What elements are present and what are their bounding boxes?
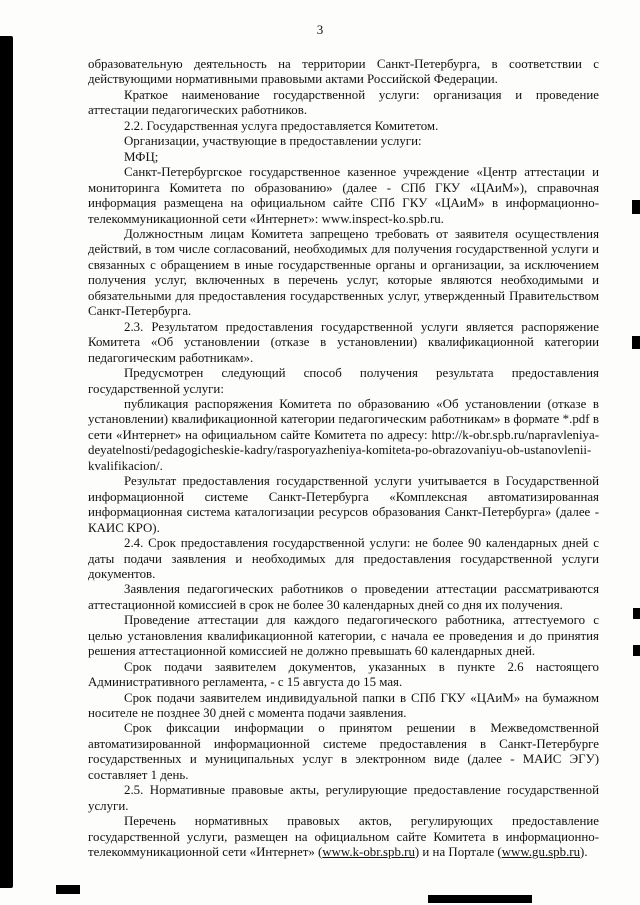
paragraph-caim: Санкт-Петербургское государственное казенное учреждение «Центр аттестации и мониторинга Комитета по образованию» (далее - СПб ГКУ «ЦАиМ»), справочная информация размещена на официальном сайте СПб ГКУ «ЦАиМ» в информационно-телекоммуникационной сети «Интернет»: www.inspect-ko.spb.ru. [88,165,599,226]
paragraph-2-3: 2.3. Результатом предоставления государственной услуги является распоряжение Комитета «Об установлении (отказе в установлении) квалификационной категории педагогическим работникам». [88,319,599,365]
paragraph-2-2: 2.2. Государственная услуга предоставляется Комитетом. [124,118,439,133]
page-number: 3 [316,22,324,37]
paragraph-short-name: Краткое наименование государственной услуги: организация и проведение аттестации педагогических работников. [88,87,599,118]
scan-artifact-right-4 [633,645,640,656]
paragraph-text: Перечень нормативных правовых актов, регулирующих предоставление государственной услуги, размещен на официальном сайте Комитета в информационно-телекоммуникационной сети «Интернет» ( [88,814,599,860]
link-gu-spb-ru[interactable]: www.gu.spb.ru [501,845,581,860]
paragraph-text: ) и на Портале ( [414,845,502,860]
scan-artifact-right-2 [632,336,640,349]
paragraph-mais-egu: Срок фиксации информации о принятом решении в Межведомственной автоматизированной информационной системе предоставления в Санкт-Петербурге государственных и муниципальных услуг в электронном виде (далее - МАИС ЭГУ) составляет 1 день. [88,721,599,782]
scan-artifact-left-bar [0,36,13,888]
paragraph-organizations: Организации, участвующие в предоставлении услуги: [124,134,422,149]
paragraph-text: ). [580,845,588,860]
document-body [88,57,599,861]
paragraph-attestation-60-days: Проведение аттестации для каждого педагогического работника, аттестуемого с целью установления квалификационной категории, с начала ее проведения и до принятия решения аттестационной комиссией не должно превышать 60 календарных дней. [88,613,599,659]
paragraph-individual-folder: Срок подачи заявителем индивидуальной папки в СПб ГКУ «ЦАиМ» на бумажном носителе не позднее 30 дней с момента подачи заявления. [88,690,599,721]
scan-artifact-bottom-left [56,885,80,894]
paragraph-2-4: 2.4. Срок предоставления государственной услуги: не более 90 календарных дней с даты подачи заявления и необходимых для предоставления государственной услуги документов. [88,536,599,581]
link-k-obr-spb-ru[interactable]: www.k-obr.spb.ru [322,845,415,860]
paragraph-applications-30-days: Заявления педагогических работников о проведении аттестации рассматриваются аттестационной комиссией в срок не более 30 календарных дней со дня их получения. [88,582,599,612]
paragraph-kais-kro: Результат предоставления государственной услуги учитывается в Государственной информационной системе Санкт-Петербурга «Комплексная автоматизированная информационная система каталогизации ресурсов образования Санкт-Петербурга» (далее - КАИС КРО). [88,474,599,535]
scan-artifact-right-3 [633,608,640,619]
paragraph-continuation: образовательную деятельность на территории Санкт-Петербурга, в соответствии с действующими нормативными правовыми актами Российской Федерации. [88,57,599,87]
paragraph-mfc: МФЦ; [124,149,159,164]
paragraph-prohibition: Должностным лицам Комитета запрещено требовать от заявителя осуществления действий, в том числе согласований, необходимых для получения государственной услуги и связанных с обращением в иные государственные органы и организации, за исключением получения услуг, включенных в перечень услуг, которые являются необходимыми и обязательными для предоставления государственных услуг, утвержденный Правительством Санкт-Петербурга. [88,226,599,319]
scan-artifact-right-1 [632,200,640,214]
paragraph-result-method: Предусмотрен следующий способ получения результата предоставления государственной услуги: [88,366,599,396]
paragraph-publication-url: публикация распоряжения Комитета по образованию «Об установлении (отказе в установлении) квалификационной категории педагогическим работникам» в формате *.pdf в сети «Интернет» на официальном сайте Комитета по адресу: http://k-obr.spb.ru/napravleniya-deyatelnosti/pedagogicheskie-kadry/rasporyazheniya-komiteta-po-obrazovaniyu-ob-ustanovlenii-kvalifikacion/. [88,396,599,473]
paragraph-2-5: 2.5. Нормативные правовые акты, регулирующие предоставление государственной услуги. [88,783,599,813]
paragraph-legal-acts-links [88,814,599,860]
paragraph-submission-period: Срок подачи заявителем документов, указанных в пункте 2.6 настоящего Административного регламента, - с 15 августа до 15 мая. [88,659,599,690]
scan-artifact-bottom-bar [428,895,532,903]
